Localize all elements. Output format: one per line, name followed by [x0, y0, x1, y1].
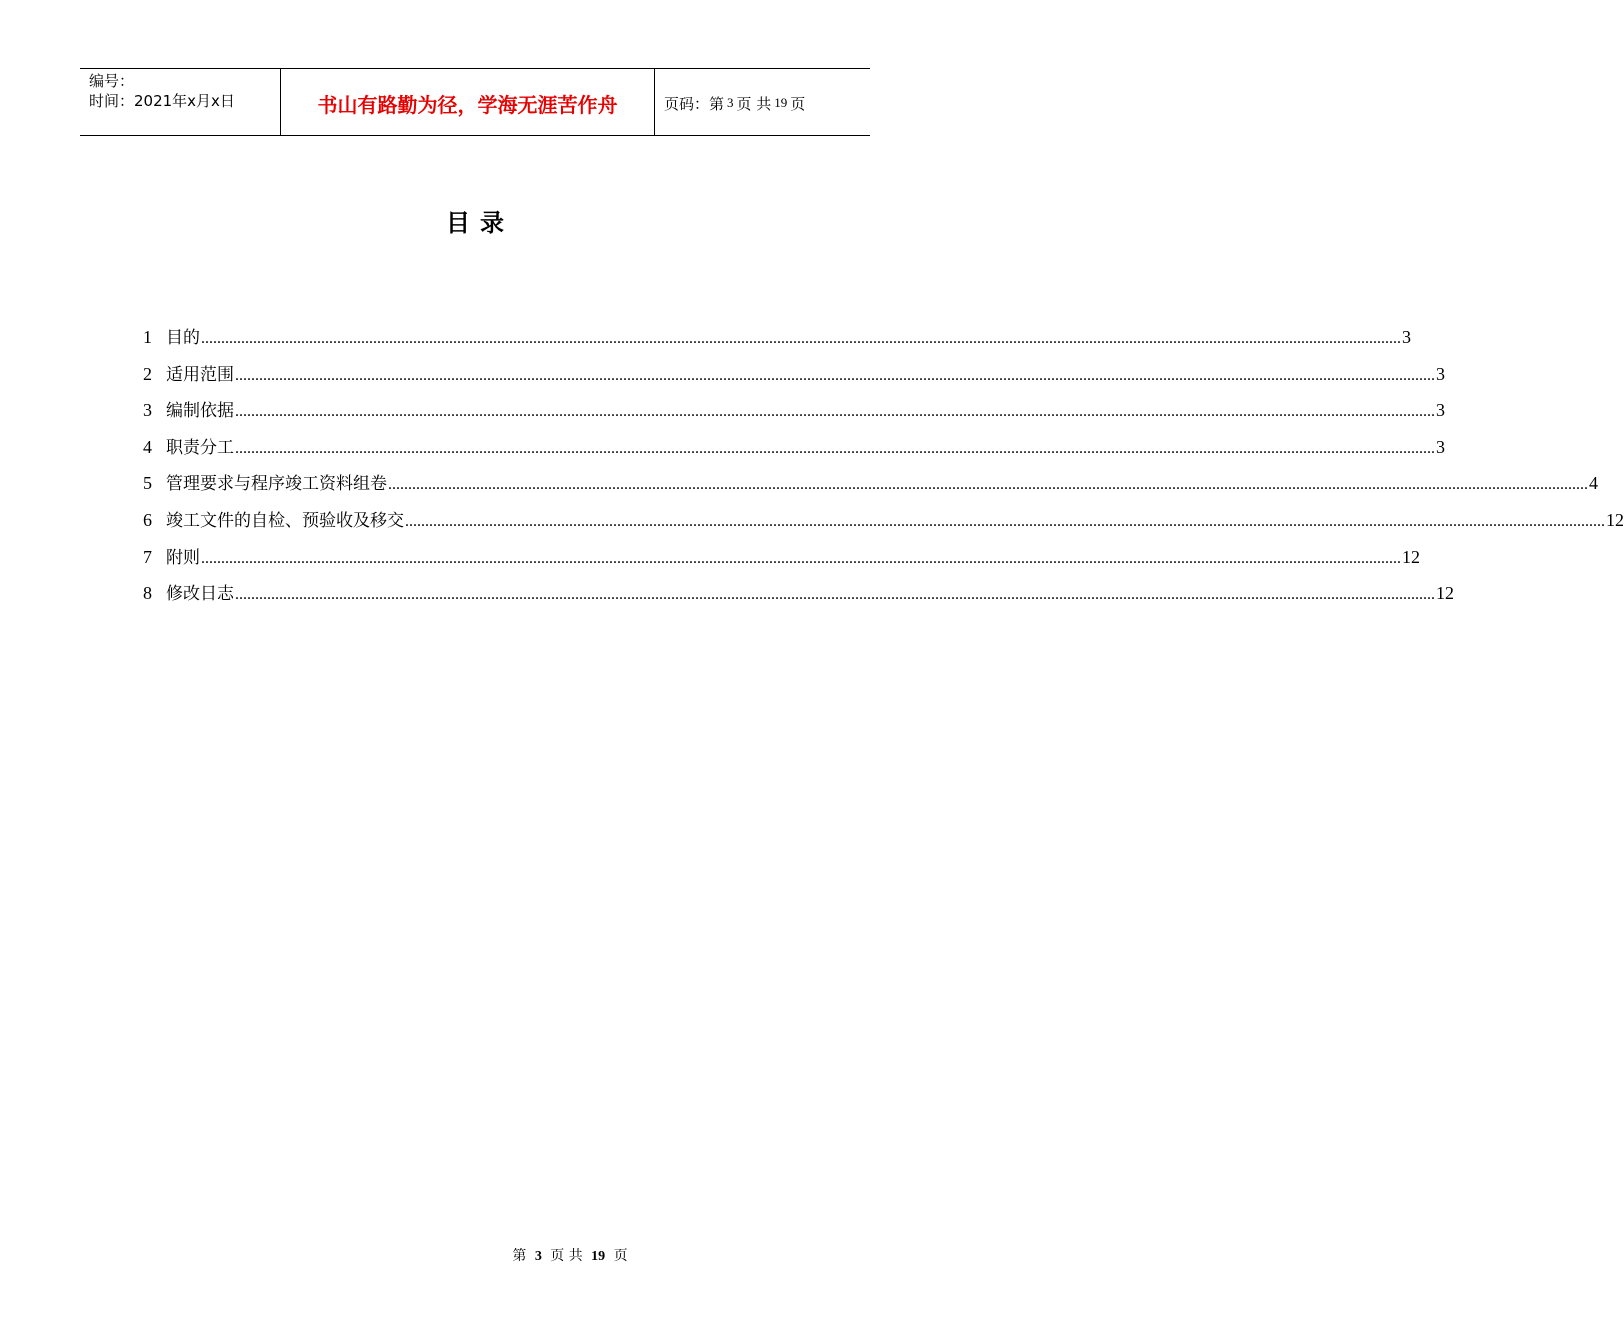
header-page-suffix: 页	[790, 94, 806, 113]
footer-suffix: 页	[613, 1248, 628, 1264]
toc-entry[interactable]	[143, 360, 1445, 397]
toc-entry-page: 3	[1436, 400, 1445, 421]
header-page-prefix: 页码：第	[664, 94, 725, 113]
toc-entry-number: 3	[143, 400, 152, 421]
header-number-label: 编号：	[89, 72, 135, 90]
toc-entry-page: 4	[1589, 473, 1598, 494]
header-motto: 书山有路勤为径，学海无涯苦作舟	[281, 69, 655, 135]
toc-entry[interactable]	[143, 543, 1420, 580]
toc-entry-page: 3	[1436, 436, 1445, 457]
toc-dot-leader: ............................................................................................................................................................................................................................................................................................................	[201, 549, 1401, 567]
toc-entry-label: 附则	[166, 547, 200, 568]
toc-entry-number: 2	[143, 363, 152, 384]
toc-dot-leader: ............................................................................................................................................................................................................................................................................................................	[235, 586, 1435, 604]
toc-dot-leader: ............................................................................................................................................................................................................................................................................................................	[235, 403, 1435, 421]
footer-current-page: 3	[534, 1249, 542, 1264]
toc-entry-page: 12	[1436, 583, 1454, 604]
toc-entry-number: 7	[143, 546, 152, 567]
toc-entry-number: 5	[143, 473, 152, 494]
toc-entry-page: 12	[1402, 546, 1420, 567]
toc-dot-leader: ............................................................................................................................................................................................................................................................................................................	[235, 439, 1435, 457]
toc-entry-page: 3	[1402, 327, 1411, 347]
toc-entry-page: 3	[1436, 363, 1445, 384]
toc-entry[interactable]	[143, 323, 1411, 360]
toc-entry-label: 修改日志	[166, 584, 234, 605]
toc-dot-leader: ............................................................................................................................................................................................................................................................................................................	[388, 476, 1588, 494]
toc-entry-number: 8	[143, 583, 152, 604]
table-of-contents	[143, 323, 1624, 616]
toc-entry-label: 编制依据	[166, 401, 234, 422]
footer-total-pages: 19	[591, 1249, 606, 1264]
toc-dot-leader: ............................................................................................................................................................................................................................................................................................................	[405, 512, 1605, 530]
page-header	[80, 68, 870, 136]
toc-dot-leader: ............................................................................................................................................................................................................................................................................................................	[235, 366, 1435, 384]
footer-prefix: 第	[512, 1248, 527, 1264]
header-meta	[80, 69, 281, 135]
toc-entry-label: 适用范围	[166, 364, 234, 385]
toc-entry[interactable]	[143, 579, 1454, 616]
header-time-label: 时间：2021年x月x日	[89, 92, 235, 110]
toc-dot-leader: ............................................................................................................................................................................................................................................................................................................	[201, 330, 1401, 347]
toc-entry[interactable]	[143, 396, 1445, 433]
toc-entry-number: 4	[143, 436, 152, 457]
header-page-middle: 页 共	[736, 94, 772, 113]
header-page-info	[655, 69, 870, 135]
toc-entry-label: 目的	[166, 328, 200, 348]
header-page-total: 19	[774, 95, 788, 110]
toc-entry-label: 竣工文件的自检、预验收及移交	[166, 510, 404, 531]
toc-entry-page: 12	[1606, 509, 1624, 530]
toc-entry-label: 管理要求与程序竣工资料组卷	[166, 474, 387, 495]
footer-middle: 页 共	[550, 1248, 583, 1264]
toc-entry[interactable]	[143, 506, 1624, 543]
toc-entry-number: 1	[143, 327, 152, 347]
toc-entry-label: 职责分工	[166, 437, 234, 458]
page-footer	[0, 1245, 950, 1265]
toc-entry[interactable]	[143, 469, 1598, 506]
toc-entry[interactable]	[143, 433, 1445, 470]
header-page-current: 3	[727, 95, 734, 110]
page-title: 目录	[446, 209, 514, 237]
toc-entry-number: 6	[143, 509, 152, 530]
